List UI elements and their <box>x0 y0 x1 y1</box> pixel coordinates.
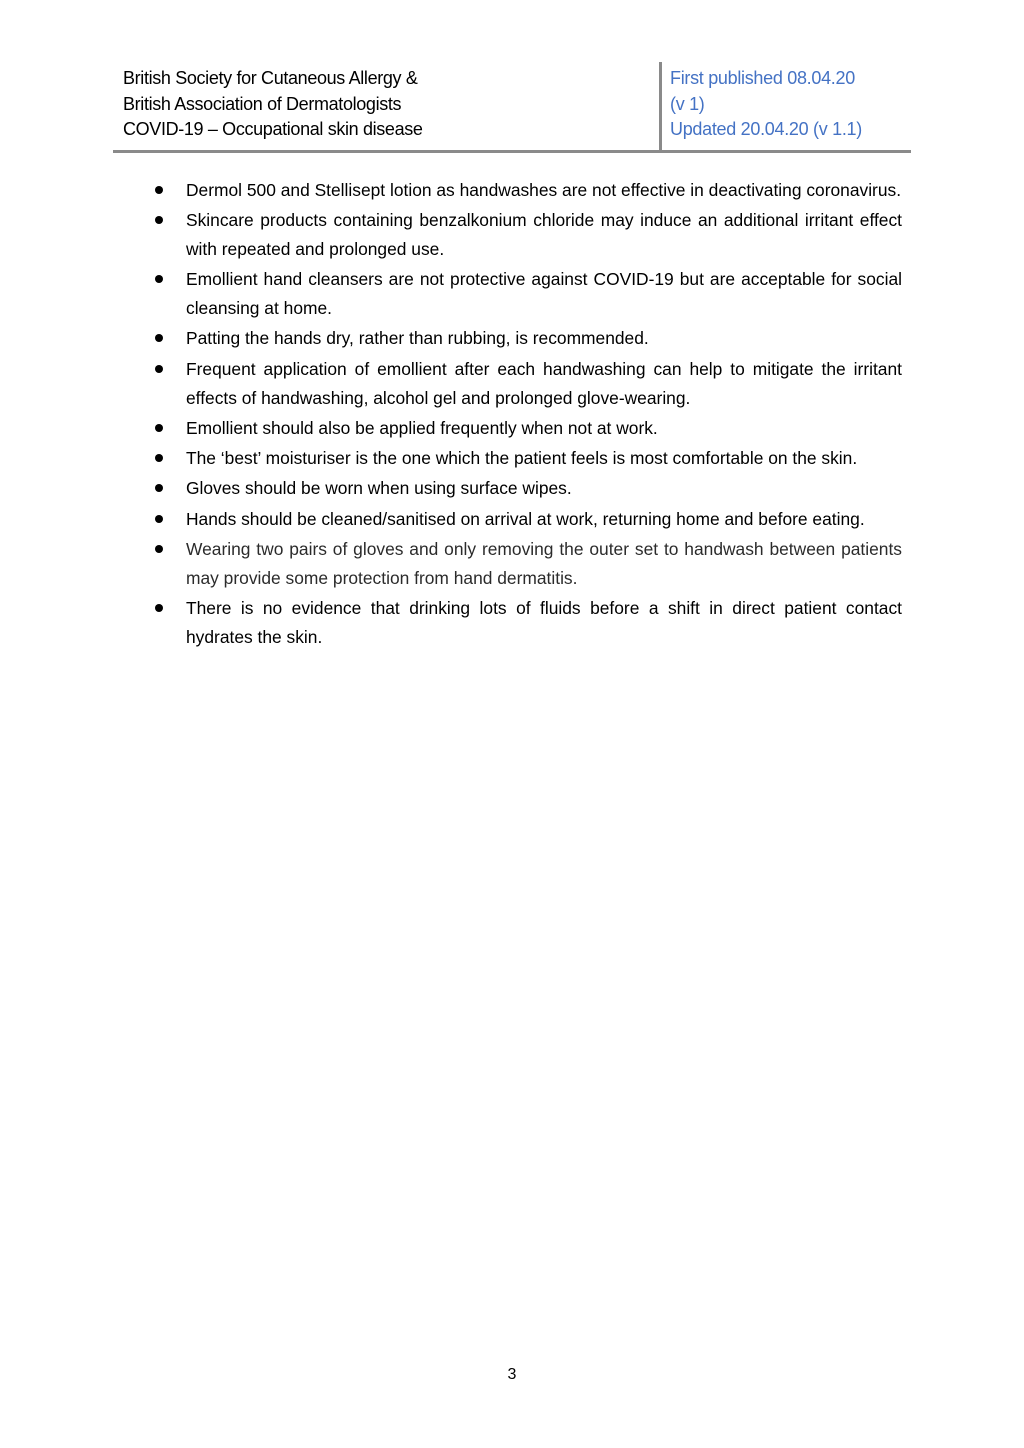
list-item <box>150 355 902 413</box>
list-item <box>150 414 902 443</box>
bullet-icon <box>155 424 163 432</box>
header-title-line: COVID-19 – Occupational skin disease <box>123 119 423 139</box>
list-item <box>150 594 902 652</box>
list-item-text: The ‘best’ moisturiser is the one which the patient feels is most comfortable on the skin. <box>186 448 858 469</box>
list-item <box>150 324 902 353</box>
bullet-icon <box>155 275 163 283</box>
list-item-text: Frequent application of emollient after each handwashing can help to mitigate the irritant effects of handwashing, alcohol gel and prolonged glove-wearing. <box>186 358 902 408</box>
list-item-text: Hands should be cleaned/sanitised on arrival at work, returning home and before eating. <box>186 508 865 529</box>
bullet-icon <box>155 216 163 224</box>
header-updated: Updated 20.04.20 (v 1.1) <box>670 119 862 139</box>
header-vertical-divider <box>659 62 662 152</box>
bullet-icon <box>155 454 163 462</box>
header-version-info <box>670 66 910 143</box>
header-org-line-1: British Society for Cutaneous Allergy & <box>123 68 418 88</box>
bullet-icon <box>155 484 163 492</box>
bullet-icon <box>155 545 163 553</box>
bullet-icon <box>155 515 163 523</box>
header-org-line-2: British Association of Dermatologists <box>123 93 402 114</box>
list-item <box>150 505 902 534</box>
bullet-icon <box>155 365 163 373</box>
list-item-text: Gloves should be worn when using surface wipes. <box>186 478 572 499</box>
list-item-text: Emollient should also be applied frequently when not at work. <box>186 417 658 438</box>
list-item-text: Skincare products containing benzalkonium chloride may induce an additional irritant effect with repeated and prolonged use. <box>186 210 902 260</box>
list-item <box>150 265 902 323</box>
header-organisations <box>123 66 653 143</box>
list-item-text: Patting the hands dry, rather than rubbing, is recommended. <box>186 328 649 349</box>
page-number: 3 <box>507 1366 517 1383</box>
list-item-text: Emollient hand cleansers are not protective against COVID-19 but are acceptable for social cleansing at home. <box>186 269 902 319</box>
list-item-text: Wearing two pairs of gloves and only removing the outer set to handwash between patients may provide some protection from hand dermatitis. <box>186 539 902 588</box>
list-item <box>150 176 902 205</box>
list-item <box>150 535 902 593</box>
list-item-text: Dermol 500 and Stellisept lotion as handwashes are not effective in deactivating coronavirus. <box>186 180 902 200</box>
list-item-text: There is no evidence that drinking lots of fluids before a shift in direct patient contact hydrates the skin. <box>186 598 902 647</box>
recommendations-list <box>150 176 902 653</box>
list-item <box>150 444 902 473</box>
list-item <box>150 474 902 503</box>
list-item <box>150 206 902 264</box>
header-version: (v 1) <box>670 93 705 114</box>
bullet-icon <box>155 604 163 612</box>
bullet-icon <box>155 186 163 194</box>
header-horizontal-rule <box>113 150 911 153</box>
header-first-published: First published 08.04.20 <box>670 68 855 88</box>
bullet-icon <box>155 334 163 342</box>
page-header <box>113 62 911 152</box>
